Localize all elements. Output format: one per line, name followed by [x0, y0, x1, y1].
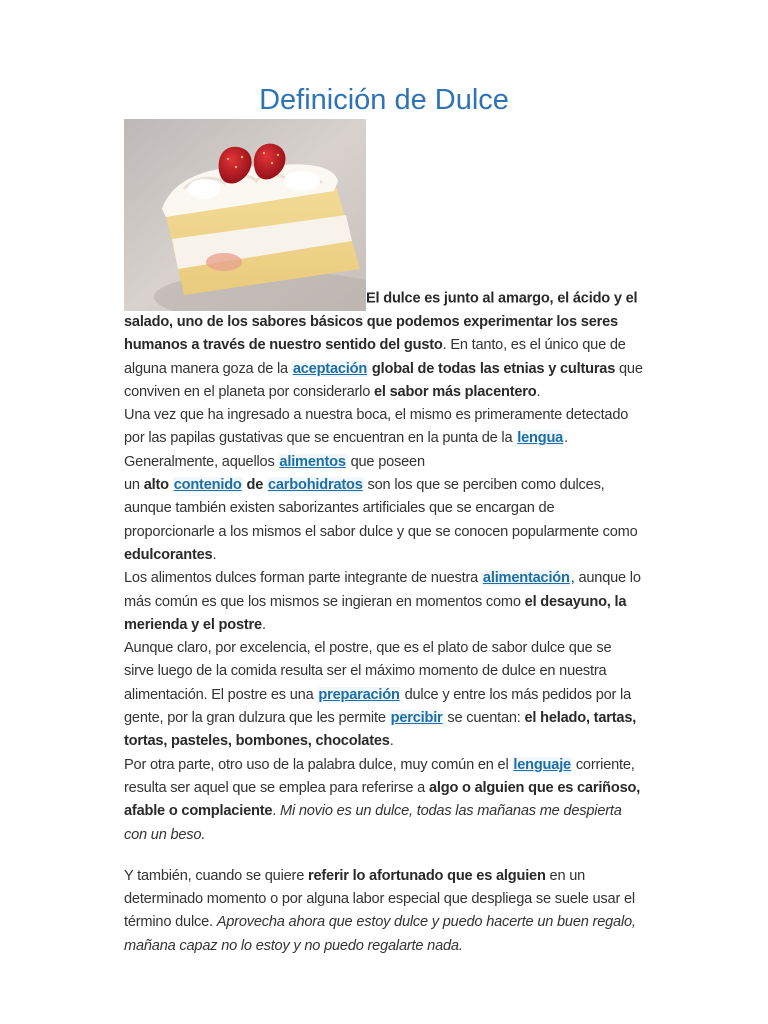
paragraph-afortunado: [124, 865, 644, 958]
intro-bold-2: global de todas las etnias y culturas: [368, 360, 616, 377]
p6-text-2: corriente, resulta ser aquel que se emplea para referirse a: [124, 756, 635, 796]
p3-bold-2: de: [242, 477, 267, 494]
paragraph-postre: [124, 637, 644, 753]
p6-example-italic: Mi novio es un dulce, todas las mañanas me despierta con un beso.: [124, 803, 622, 843]
p4-text-3: .: [261, 616, 266, 633]
p5-bold-1: el helado, tartas, tortas, pasteles, bombones, chocolates: [124, 710, 637, 750]
intro-text-1: . En tanto, es el único que de alguna manera goza de la: [124, 337, 626, 377]
article-body: [124, 119, 644, 958]
intro-text-2: que conviven en el planeta por considerarlo: [124, 360, 643, 400]
p6-text-1: Por otra parte, otro uso de la palabra dulce, muy común en el: [124, 756, 513, 773]
paragraph-alimentos: [124, 451, 644, 567]
p3-text-2: que poseen: [346, 453, 425, 470]
p6-text-3: .: [272, 803, 280, 820]
p3-bold-3: edulcorantes: [124, 546, 213, 563]
p4-text-2: , aunque lo más común es que los mismos se ingieran en momentos como: [124, 570, 641, 610]
cake-image: [124, 119, 366, 311]
paragraph-lenguaje: [124, 754, 644, 847]
paragraph-intro: [124, 119, 644, 404]
p7-bold-1: referir lo afortunado que es alguien: [307, 867, 546, 884]
p7-text-2: en un determinado momento o por alguna labor especial que despliega se suele usar el término dulce.: [124, 867, 635, 931]
p3-text-5: son los que se perciben como dulces, aunque también existen saborizantes artificiales que se encargan de proporcionarle a los mismos el sabor dulce y que se conocen popularmente como: [124, 477, 638, 540]
link-percibir[interactable]: percibir: [390, 710, 443, 727]
p4-text-1: Los alimentos dulces forman parte integrante de nuestra: [124, 570, 482, 587]
p5-text-1: Aunque claro, por excelencia, el postre, que es el plato de sabor dulce que se sirve luego de la comida resulta ser el máximo momento de dulce en nuestra alimentación. El postre es una: [124, 640, 612, 703]
link-alimentos[interactable]: alimentos: [279, 453, 346, 470]
intro-bold-1: El dulce es junto al amargo, el ácido y el salado, uno de los sabores básicos que podemos experimentar los seres humanos a través de nuestro sentido del gusto: [124, 290, 638, 354]
intro-bold-3: el sabor más placentero: [374, 383, 537, 400]
p7-text-1: Y también, cuando se quiere: [124, 867, 308, 884]
link-lenguaje[interactable]: lenguaje: [513, 756, 571, 773]
intro-text-3: .: [536, 383, 541, 400]
link-preparacion[interactable]: preparación: [318, 686, 400, 703]
p7-example-italic: Aprovecha ahora que estoy dulce y puedo hacerte un buen regalo, mañana capaz no lo estoy y no puedo regalarte nada.: [124, 914, 636, 954]
p3-text-6: .: [212, 546, 217, 563]
link-carbohidratos[interactable]: carbohidratos: [267, 477, 363, 494]
p5-text-4: .: [389, 733, 394, 750]
link-lengua[interactable]: lengua: [517, 430, 564, 447]
paragraph-alimentacion: [124, 567, 644, 637]
p3-text-1: Generalmente, aquellos: [124, 453, 279, 470]
p6-bold-1: algo o alguien que es cariñoso, afable o complaciente: [124, 779, 641, 820]
p4-bold-1: el desayuno, la merienda y el postre: [124, 593, 627, 633]
p5-text-2: dulce y entre los más pedidos por la gente, por la gran dulzura que les permite: [124, 686, 632, 727]
link-contenido[interactable]: contenido: [173, 477, 242, 494]
page-title: Definición de Dulce: [259, 84, 509, 116]
p2-text-2: .: [564, 430, 568, 447]
link-aceptacion[interactable]: aceptación: [292, 360, 368, 377]
p3-text-3: un: [124, 477, 144, 494]
paragraph-lengua: [124, 404, 644, 451]
link-alimentacion[interactable]: alimentación: [482, 570, 570, 587]
p3-bold-1: alto: [143, 477, 169, 494]
p5-text-3: se cuentan:: [443, 710, 525, 727]
p2-text-1: Una vez que ha ingresado a nuestra boca, el mismo es primeramente detectado por las papilas gustativas que se encuentran en la punta de la: [124, 407, 629, 447]
